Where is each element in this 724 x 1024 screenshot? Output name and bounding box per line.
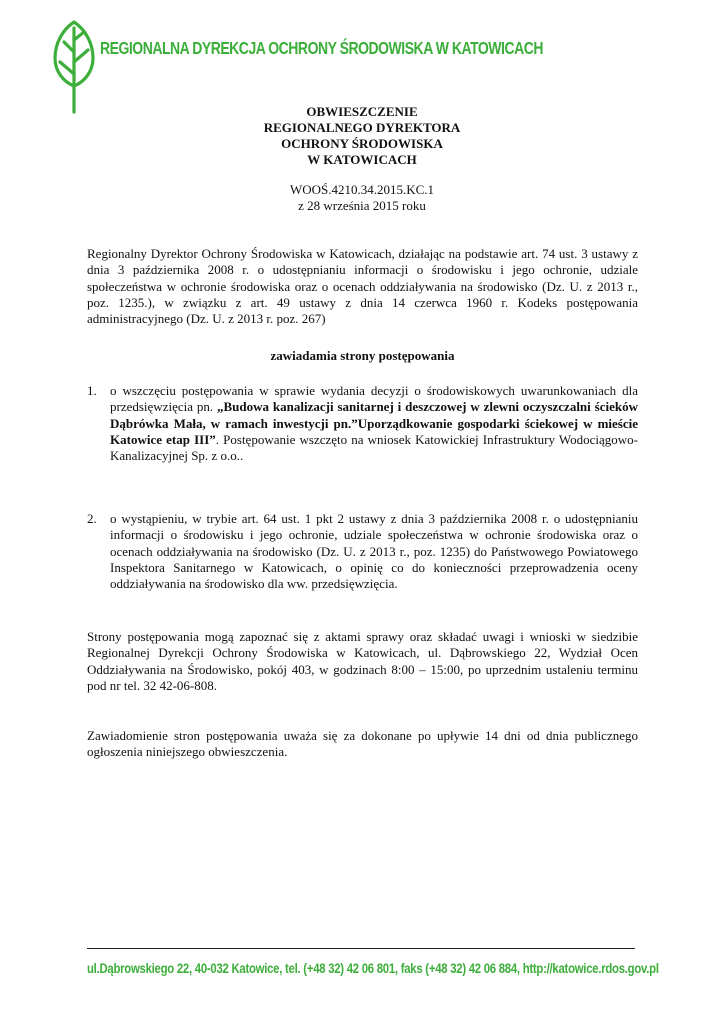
list-item-number: 1. (87, 383, 97, 398)
intro-paragraph: Regionalny Dyrektor Ochrony Środowiska w Katowicach, działając na podstawie art. 74 ust. 3 ustawy z dnia 3 października 2008 r. o udostępnianiu informacji o środowisku i jego ochronie, udziale społeczeństwa w ochronie środowiska oraz o ocenach oddziaływania na środowisko (Dz. U. z 2013 r., poz. 1235.), w związku z art. 49 ustawy z dnia 14 czerwca 1960 r. Kodeks postępowania administracyjnego (Dz. U. z 2013 r. poz. 267) (87, 246, 638, 327)
list-item (87, 511, 638, 592)
list-item (87, 383, 638, 464)
document-title (0, 104, 724, 168)
list-item-number: 2. (87, 511, 97, 526)
reference-block (0, 182, 724, 214)
list-item-text-start: o wszczęciu postępowania w sprawie wydania decyzji o środowiskowych uwarunkowaniach dla przedsięwzięcia pn. (110, 383, 638, 415)
project-name: „Budowa kanalizacji sanitarnej i deszczowej w zlewni oczyszczalni ścieków Dąbrówka Mała, w ramach inwestycji pn.”Uporządkowanie gospodarki ściekowej w mieście Katowice etap III” (110, 399, 638, 447)
title-line: OBWIESZCZENIE (306, 104, 418, 119)
title-line: REGIONALNEGO DYREKTORA (263, 120, 461, 135)
title-line: OCHRONY ŚRODOWISKA (281, 136, 443, 151)
list-item-text-end: . Postępowanie wszczęto na wniosek Katowickiej Infrastruktury Wodociągowo-Kanalizacyjnej Sp. z o.o.. (110, 431, 638, 464)
reference-number: WOOŚ.4210.34.2015.KC.1 (289, 182, 435, 197)
letterhead (52, 14, 692, 114)
footer-divider (87, 948, 635, 949)
list-item-text (110, 383, 638, 464)
notify-heading: zawiadamia strony postępowania (270, 348, 455, 363)
list-item-text: o wystąpieniu, w trybie art. 64 ust. 1 pkt 2 ustawy z dnia 3 października 2008 r. o udostępnianiu informacji o środowisku i jego ochronie, udziale społeczeństwa w ochronie środowiska oraz o ocenach oddziaływania na środowisko (Dz. U. z 2013 r., poz. 1235) do Państwowego Powiatowego Inspektora Sanitarnego w Katowicach, o opinię co do konieczności przeprowadzenia oceny oddziaływania na środowisko dla ww. przedsięwzięcia. (110, 511, 638, 592)
title-line: W KATOWICACH (307, 152, 417, 167)
leaf-logo-icon (52, 18, 96, 114)
footer-contact: ul.Dąbrowskiego 22, 40-032 Katowice, tel. (+48 32) 42 06 801, faks (+48 32) 42 06 884, http://katowice.rdos.gov.pl (87, 961, 659, 976)
organization-name: REGIONALNA DYREKCJA OCHRONY ŚRODOWISKA W KATOWICACH (100, 38, 543, 58)
reference-date: z 28 września 2015 roku (298, 198, 426, 213)
notice-effect-paragraph: Zawiadomienie stron postępowania uważa się za dokonane po upływie 14 dni od dnia publicznego ogłoszenia niniejszego obwieszczenia. (87, 728, 638, 760)
access-info-paragraph: Strony postępowania mogą zapoznać się z aktami sprawy oraz składać uwagi i wnioski w siedzibie Regionalnej Dyrekcji Ochrony Środowiska w Katowicach, ul. Dąbrowskiego 22, Wydział Ocen Oddziaływania na Środowisko, pokój 403, w godzinach 8:00 – 15:00, po uprzednim ustaleniu terminu pod nr tel. 32 42-06-808. (87, 629, 638, 693)
